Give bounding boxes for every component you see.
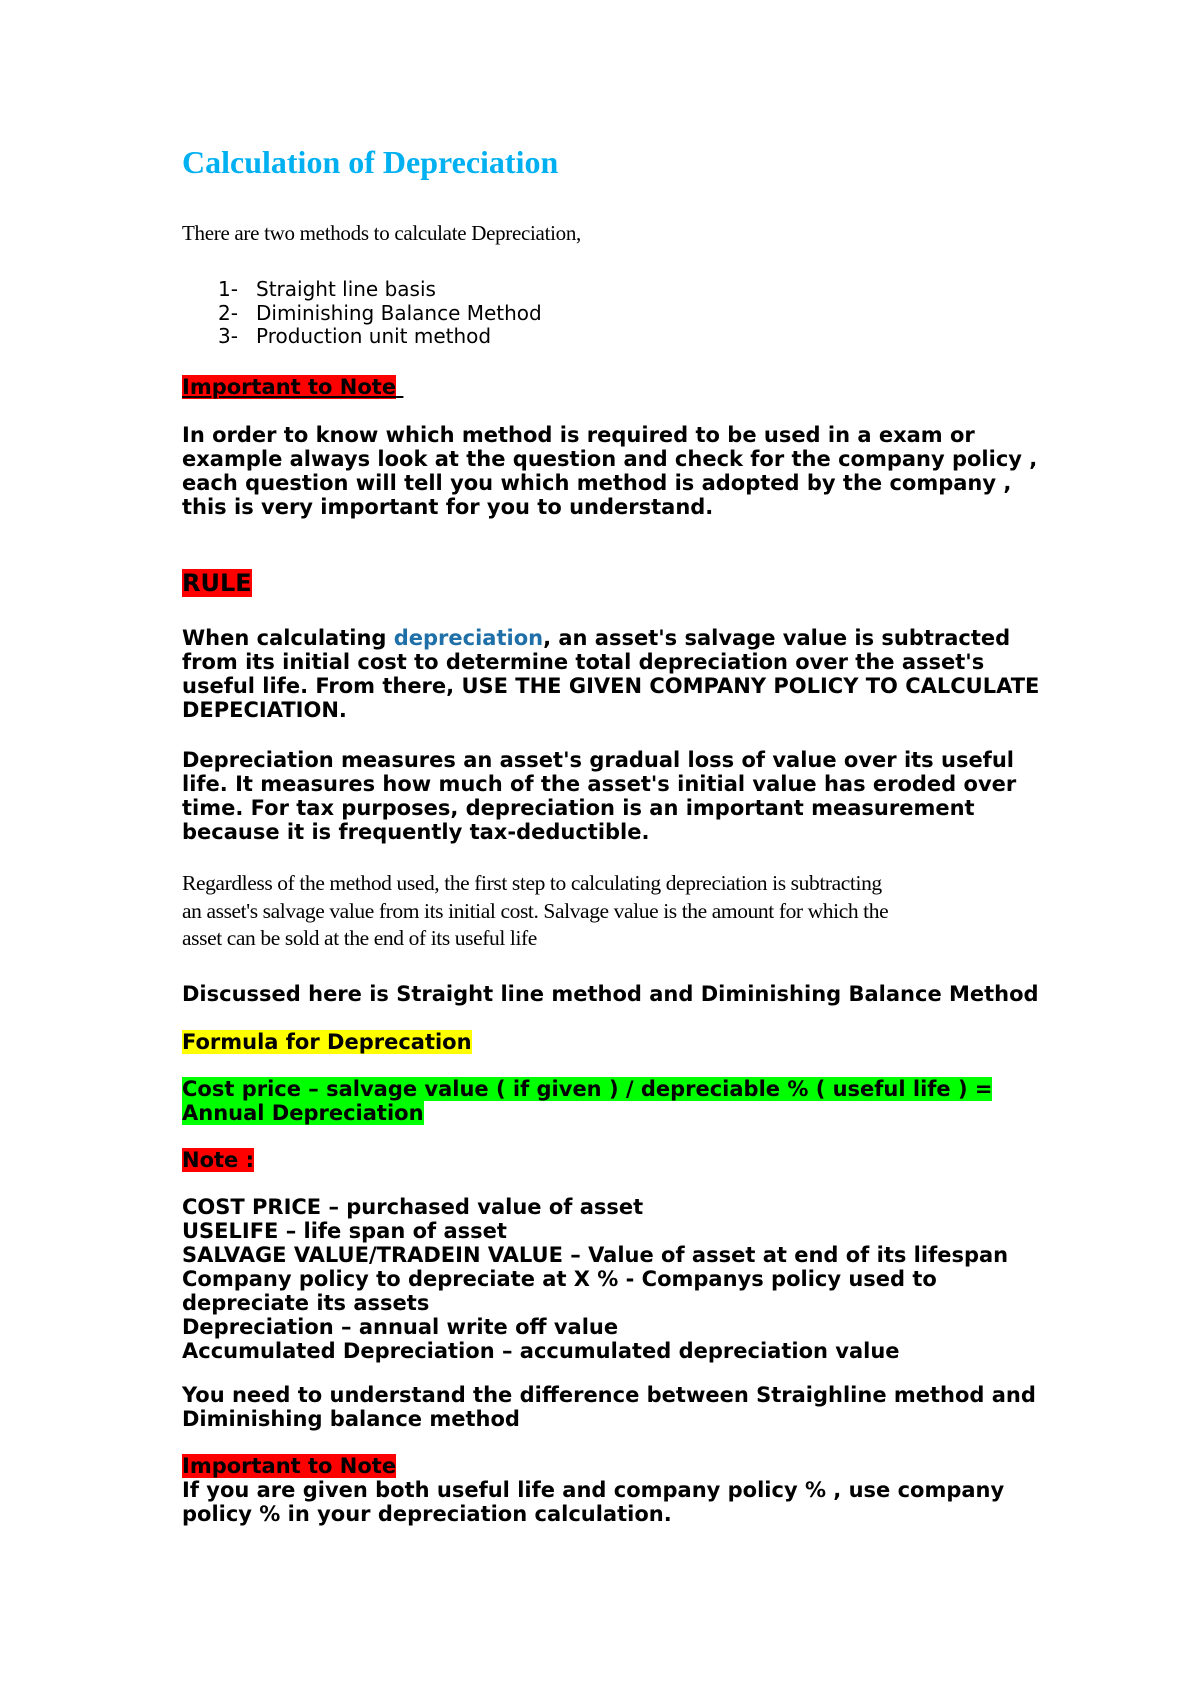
understand-paragraph: You need to understand the difference between Straighline method and Diminishing balance method — [182, 1383, 1036, 1431]
page-title: Calculation of Depreciation — [182, 144, 559, 180]
note-heading: Note : — [182, 1148, 254, 1172]
final-note: Important to Note If you are given both useful life and company policy % , use company policy % in your depreciation calculation. — [182, 1454, 1005, 1526]
formula-text: Cost price – salvage value ( if given ) / depreciable % ( useful life ) = Annual Depreciation — [182, 1077, 993, 1125]
rule-paragraph: When calculating depreciation, an asset's salvage value is subtracted from its initial cost to determine total depreciation over the asset's useful life. From there, USE THE GIVEN COMPANY POLICY TO CALCULATE DEPECIATION. — [182, 626, 1040, 722]
discussed-text: Discussed here is Straight line method and Diminishing Balance Method — [182, 982, 1039, 1006]
important-note-heading: Important to Note — [182, 375, 397, 399]
formula-heading: Formula for Deprecation — [182, 1030, 472, 1054]
intro-text: There are two methods to calculate Depreciation, — [182, 221, 581, 245]
rule-heading: RULE — [182, 569, 252, 597]
important-note-paragraph: In order to know which method is required to be used in a exam or example always look at the question and check for the company policy , each question will tell you which method is adopted by the company , this is very important for you to understand. — [182, 423, 1038, 519]
list-item: 1- Straight line basis — [218, 277, 436, 301]
note-definitions: COST PRICE – purchased value of asset USELIFE – life span of asset SALVAGE VALUE/TRADEIN VALUE – Value of asset at end of its lifespan Company policy to depreciate at X % - Companys policy used to depreciate its assets Depreciation – annual write off value Accumulated Depreciation – accumulated depreciation value — [182, 1195, 1009, 1363]
final-note-heading: Important to Note — [182, 1454, 397, 1478]
list-item: 2- Diminishing Balance Method — [218, 300, 542, 325]
list-item: 3- Production unit method — [218, 324, 492, 348]
methods-list — [218, 278, 542, 349]
depreciation-link[interactable]: depreciation — [393, 626, 544, 650]
measures-paragraph: Depreciation measures an asset's gradual loss of value over its useful life. It measures how much of the asset's initial value has eroded over time. For tax purposes, depreciation is an important measurement because it is frequently tax-deductible. — [182, 748, 1017, 844]
regardless-paragraph: Regardless of the method used, the first step to calculating depreciation is subtracting an asset's salvage value from its initial cost. Salvage value is the amount for which the asset can be sold at the end of its useful life — [182, 871, 889, 950]
